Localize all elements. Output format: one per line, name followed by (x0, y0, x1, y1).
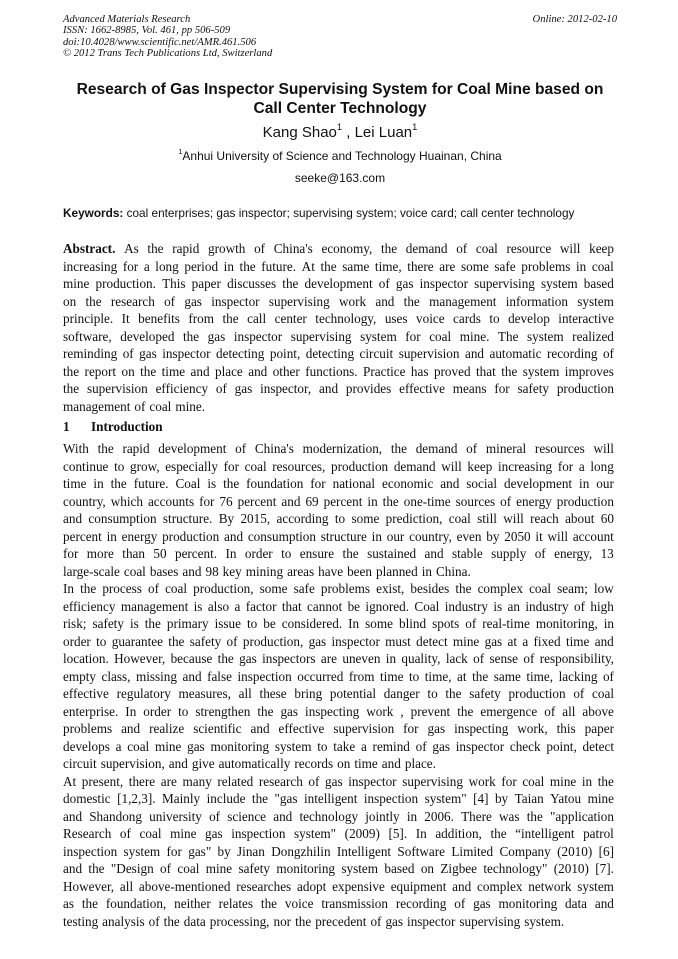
author-affiliation (63, 148, 617, 164)
text-line: increasing for a long period in the future. At the same time, there are some safe problems in coal (63, 258, 614, 274)
text-line: large-scale coal bases and 98 key mining areas have been planned in China. (63, 563, 471, 579)
author-name: Lei Luan (354, 124, 413, 141)
paper-title-line-1: Research of Gas Inspector Supervising System for Coal Mine based on (76, 81, 604, 98)
text-line: effective regulatory measures, all these bring potential danger to the safety production of coal (63, 686, 614, 701)
introduction-body (63, 440, 614, 930)
abstract-label: Abstract. (63, 241, 116, 256)
text-line: the supervision efficiency of gas inspector, and provides effective means for safety production (63, 381, 614, 396)
author-email: seeke@163.com (294, 171, 386, 185)
text-line: principle. It benefits from the call center technology, uses voice cards to develop interactive (63, 311, 614, 326)
journal-copyright: © 2012 Trans Tech Publications Ltd, Switzerland (63, 48, 273, 60)
text-line: enterprise. In order to strengthen the gas inspecting work , prevent the emergence of all above (63, 703, 614, 719)
online-date: Online: 2012-02-10 (532, 14, 617, 25)
text-line: circuit supervision, and give automatically records on time and place. (63, 756, 436, 771)
paper-title (63, 80, 617, 118)
text-line: efficiency management is also a factor that cannot be ignored. Coal industry is an industry of high (63, 598, 614, 614)
section-number: 1 (63, 419, 70, 434)
text-line: With the rapid development of China's modernization, the demand of mineral resources will (63, 441, 614, 456)
affiliation-marker: 1 (336, 122, 343, 133)
text-line: order to guarantee the safety of production, gas inspector must detect mine gas at a fixed time and (63, 633, 614, 649)
journal-doi: doi:10.4028/www.scientific.net/AMR.461.506 (63, 36, 257, 48)
text-line: and consumption structure. By 2015, according to some prediction, coal still will reach about 60 (63, 511, 614, 526)
keywords-text: coal enterprises; gas inspector; supervising system; voice card; call center technology (123, 206, 575, 220)
text-line: Research of coal mine gas inspection system" (2009) [5]. In addition, the “intelligent patrol (63, 826, 614, 841)
text-line: continue to grow, especially for coal resources, production demand will keep increasing for a long (63, 458, 614, 474)
text-line: testing analysis of the data processing, nor the precedent of gas inspector supervising system. (63, 913, 565, 929)
affiliation-text: Anhui University of Science and Technology Huainan, China (182, 149, 502, 163)
author-separator: , (342, 124, 355, 141)
section-heading (63, 418, 614, 435)
text-line: and the "Design of coal mine safety monitoring system based on Zigbee technology" (2010) [7]. (63, 861, 614, 876)
journal-issn: ISSN: 1662-8985, Vol. 461, pp 506-509 (63, 25, 231, 37)
text-line: In the process of coal production, some safe problems exist, besides the complex coal seam; low (63, 581, 614, 596)
text-line: Abstract. As the rapid growth of China's economy, the demand of coal resource will keep (63, 241, 614, 256)
keywords (63, 205, 623, 221)
text-line: However, all above-mentioned researches adopt expensive equipment and complex network system (63, 878, 614, 894)
abstract (63, 240, 614, 415)
text-line: reminding of gas inspector detecting point, detecting circuit supervision and automatic recording of (63, 346, 614, 361)
journal-name: Advanced Materials Research (63, 14, 191, 25)
text-line: country, which accounts for 76 percent and 69 percent in the one-time sources of energy production (63, 493, 614, 509)
section-title: Introduction (91, 419, 163, 434)
text-line: software, developed the gas inspector supervising system for coal mine. The system realized (63, 328, 614, 344)
text-line: location. However, because the gas inspectors are uneven in quality, lack of sense of responsibility, (63, 651, 614, 666)
text-line: on the research of gas inspector supervising work and the management information system (63, 293, 614, 309)
text-line: as the foundation, neither relates the voice transmission recording of gas monitoring data and (63, 896, 614, 911)
text-line: At present, there are many related research of gas inspector supervising work for coal mine in the (63, 773, 614, 789)
text-line: time in the future. Coal is the foundation for national economic and social development in our (63, 476, 614, 491)
paper-title-line-2: Call Center Technology (253, 100, 427, 117)
affiliation-marker: 1 (412, 122, 418, 133)
affiliation-marker: 1 (178, 147, 183, 157)
text-line: empty class, missing and false inspection occurred from time to time, at the same time, lacking of (63, 668, 614, 684)
text-line: risk; safety is the primary issue to be considered. In some blind spots of real-time monitoring, in (63, 616, 614, 631)
text-line: management of coal mine. (63, 398, 206, 414)
author-list (63, 124, 617, 142)
text-line: for more than 50 percent. In order to ensure the sustained and stable supply of energy, 13 (63, 546, 614, 561)
text-line: problems and realize scientific and effective supervision for gas inspecting work, this paper (63, 721, 614, 736)
text-line: percent in energy production and consumption structure in our country, even by 2050 it will account (63, 528, 614, 544)
author-name: Kang Shao (262, 124, 337, 141)
text-line: domestic [1,2,3]. Mainly include the "gas intelligent inspection system" [4] by Taian Yatou mine (63, 791, 614, 806)
text-line: inspection system for gas" by Jinan Dongzhilin Intelligent Software Limited Company (2010) [6] (63, 843, 614, 859)
journal-header (63, 14, 617, 60)
keywords-label: Keywords: (63, 206, 124, 220)
text-line: and Shandong university of science and technology jointly in 2006. There was the "application (63, 808, 614, 824)
text-line: the report on the time and place and other functions. Practice has proved that the system improves (63, 363, 614, 379)
text-line: develops a coal mine gas monitoring system to take a remind of gas inspector check point, detect (63, 738, 614, 754)
text-line: mine production. This paper discusses the development of gas inspector supervising system based (63, 276, 614, 291)
